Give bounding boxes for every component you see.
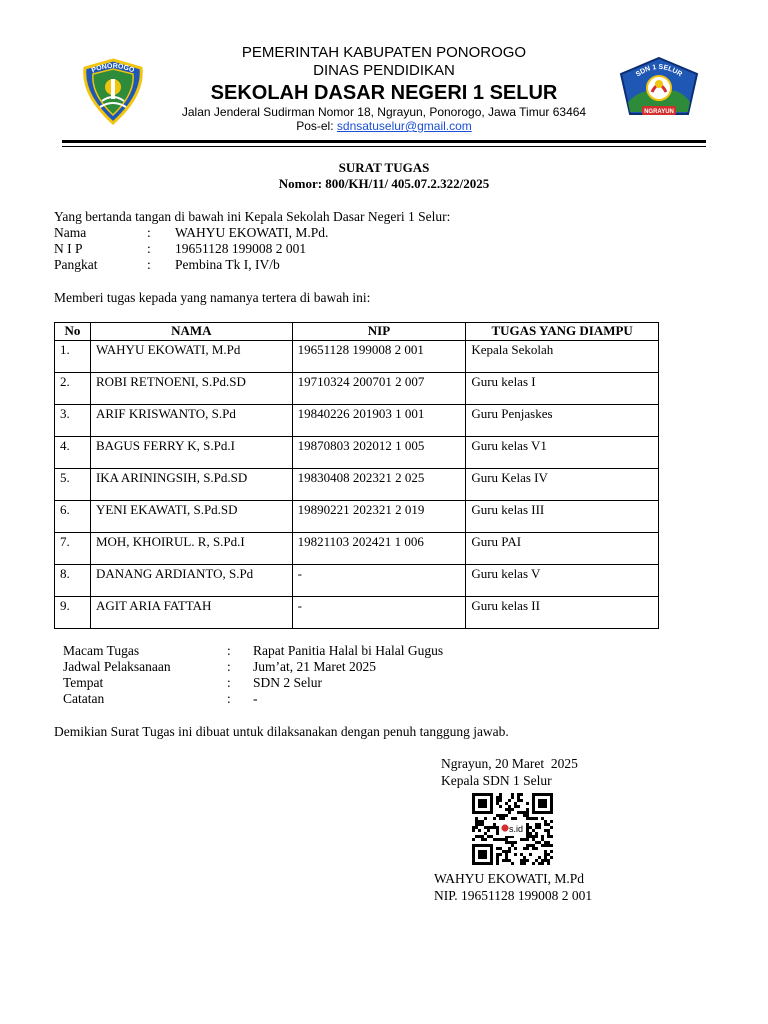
signature-place-date: Ngrayun, 20 Maret 2025 (441, 756, 578, 771)
table-row (55, 373, 659, 405)
table-row (55, 501, 659, 533)
letterhead-rule-thick (62, 140, 706, 143)
right-logo-bottom-text: NGRAYUN (644, 109, 674, 115)
letterhead-rule-thin (62, 146, 706, 147)
intro-text: Yang bertanda tangan di bawah ini Kepala Sekolah Dasar Negeri 1 Selur: (54, 209, 451, 224)
table-row (55, 437, 659, 469)
letterhead (0, 0, 768, 150)
cell-nip: 19890221 202321 2 019 (292, 501, 466, 533)
colon: : (227, 691, 231, 706)
email-link[interactable]: sdnsatuselur@gmail.com (336, 119, 472, 133)
colon: : (227, 659, 231, 674)
table-row (55, 469, 659, 501)
cell-nama: ROBI RETNOENI, S.Pd.SD (90, 373, 292, 405)
qr-label: s.id (509, 824, 524, 834)
cell-tugas: Guru kelas V (466, 565, 659, 597)
document-title-block (0, 160, 768, 192)
left-logo-text: PONOROGO (90, 62, 136, 75)
cell-nama: DANANG ARDIANTO, S.Pd (90, 565, 292, 597)
header-nip: NIP (292, 323, 466, 341)
colon: : (147, 225, 151, 240)
email-label: Pos-el: (296, 119, 337, 133)
cell-nip: 19821103 202421 1 006 (292, 533, 466, 565)
assignment-text: Memberi tugas kepada yang namanya tertera di bawah ini: (54, 290, 371, 305)
cell-nip: 19870803 202012 1 005 (292, 437, 466, 469)
detail-tempat-value: SDN 2 Selur (253, 675, 323, 690)
detail-tempat-label: Tempat (63, 675, 104, 690)
header-tugas: TUGAS YANG DIAMPU (466, 323, 659, 341)
document-title: SURAT TUGAS (338, 160, 430, 175)
school-address: Jalan Jenderal Sudirman Nomor 18, Ngrayun, Ponorogo, Jawa Timur 63464 (181, 105, 587, 119)
colon: : (227, 675, 231, 690)
cell-no: 5. (55, 469, 91, 501)
cell-nama: ARIF KRISWANTO, S.Pd (90, 405, 292, 437)
detail-jadwal-value: Jum’at, 21 Maret 2025 (253, 659, 376, 674)
signature-name: WAHYU EKOWATI, M.Pd (434, 871, 584, 886)
cell-no: 2. (55, 373, 91, 405)
government-name: PEMERINTAH KABUPATEN PONOROGO (241, 44, 527, 61)
department-name: DINAS PENDIDIKAN (313, 62, 455, 79)
cell-nip: 19830408 202321 2 025 (292, 469, 466, 501)
cell-no: 4. (55, 437, 91, 469)
ponorogo-regency-logo (78, 57, 148, 127)
cell-tugas: Guru Kelas IV (466, 469, 659, 501)
cell-nama: WAHYU EKOWATI, M.Pd (90, 341, 292, 373)
cell-nip: - (292, 565, 466, 597)
cell-nip: 19840226 201903 1 001 (292, 405, 466, 437)
signer-name-value: WAHYU EKOWATI, M.Pd. (175, 225, 329, 240)
header-no: No (55, 323, 91, 341)
cell-no: 7. (55, 533, 91, 565)
cell-nama: MOH, KHOIRUL. R, S.Pd.I (90, 533, 292, 565)
signature-role: Kepala SDN 1 Selur (441, 773, 552, 788)
staff-table (54, 322, 659, 629)
cell-tugas: Kepala Sekolah (466, 341, 659, 373)
header-nama: NAMA (90, 323, 292, 341)
qr-code-signature (471, 792, 554, 865)
colon: : (147, 241, 151, 256)
cell-tugas: Guru kelas II (466, 597, 659, 629)
email-line (150, 119, 618, 133)
signer-rank-label: Pangkat (54, 257, 98, 272)
cell-nip: 19710324 200701 2 007 (292, 373, 466, 405)
right-logo-top-text: SDN 1 SELUR (634, 63, 684, 79)
school-logo (618, 56, 700, 122)
cell-nama: YENI EKAWATI, S.Pd.SD (90, 501, 292, 533)
cell-nama: IKA ARININGSIH, S.Pd.SD (90, 469, 292, 501)
colon: : (227, 643, 231, 658)
detail-macam-value: Rapat Panitia Halal bi Halal Gugus (253, 643, 444, 658)
cell-tugas: Guru kelas V1 (466, 437, 659, 469)
signer-nip-label: N I P (54, 241, 83, 256)
signer-rank-value: Pembina Tk I, IV/b (175, 257, 280, 272)
detail-macam-label: Macam Tugas (63, 643, 140, 658)
cell-no: 6. (55, 501, 91, 533)
document-number: Nomor: 800/KH/11/ 405.07.2.322/2025 (278, 176, 490, 191)
signer-nip-value: 19651128 199008 2 001 (175, 241, 307, 256)
cell-no: 1. (55, 341, 91, 373)
letterhead-text (150, 44, 618, 133)
cell-nip: - (292, 597, 466, 629)
cell-tugas: Guru PAI (466, 533, 659, 565)
cell-no: 8. (55, 565, 91, 597)
cell-nama: AGIT ARIA FATTAH (90, 597, 292, 629)
cell-nama: BAGUS FERRY K, S.Pd.I (90, 437, 292, 469)
cell-tugas: Guru Penjaskes (466, 405, 659, 437)
cell-nip: 19651128 199008 2 001 (292, 341, 466, 373)
table-row (55, 405, 659, 437)
signer-name-label: Nama (54, 225, 87, 240)
colon: : (147, 257, 151, 272)
cell-no: 3. (55, 405, 91, 437)
detail-catatan-value: - (253, 691, 258, 706)
cell-tugas: Guru kelas III (466, 501, 659, 533)
table-header-row (55, 323, 659, 341)
table-row (55, 533, 659, 565)
detail-catatan-label: Catatan (63, 691, 105, 706)
table-row (55, 565, 659, 597)
detail-jadwal-label: Jadwal Pelaksanaan (63, 659, 171, 674)
table-row (55, 341, 659, 373)
cell-tugas: Guru kelas I (466, 373, 659, 405)
table-row (55, 597, 659, 629)
cell-no: 9. (55, 597, 91, 629)
signature-nip: NIP. 19651128 199008 2 001 (434, 888, 593, 903)
school-name: SEKOLAH DASAR NEGERI 1 SELUR (210, 82, 558, 104)
closing-text: Demikian Surat Tugas ini dibuat untuk dilaksanakan dengan penuh tanggung jawab. (54, 724, 509, 739)
